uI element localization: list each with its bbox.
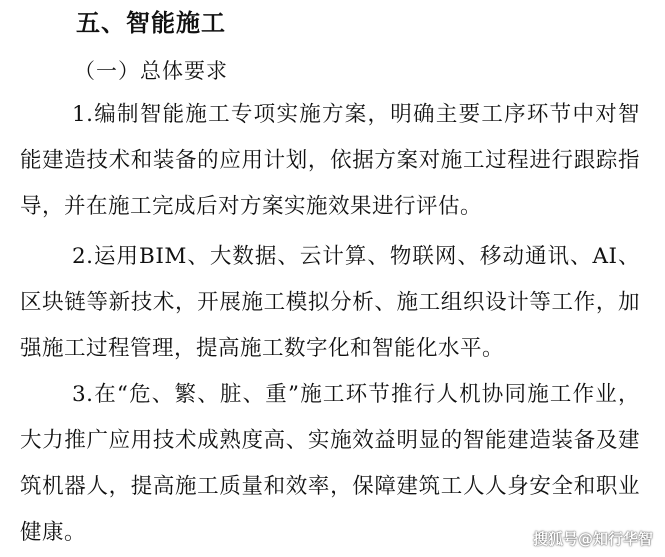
subsection-heading: （一）总体要求 [74, 59, 228, 83]
watermark: 搜狐号@知行华智 [532, 530, 653, 548]
section-heading: 五、智能施工 [76, 9, 226, 37]
paragraph-1: 1.编制智能施工专项实施方案，明确主要工序环节中对智能建造技术和装备的应用计划，依据方案对施工过程进行跟踪指导，并在施工完成后对方案实施效果进行评估。 [20, 102, 640, 219]
paragraph-2: 2.运用BIM、大数据、云计算、物联网、移动通讯、AI、区块链等新技术，开展施工模拟分析、施工组织设计等工作，加强施工过程管理，提高施工数字化和智能化水平。 [20, 244, 640, 361]
paragraph-3: 3.在“危、繁、脏、重”施工环节推行人机协同施工作业，大力推广应用技术成熟度高、实施效益明显的智能建造装备及建筑机器人，提高施工质量和效率，保障建筑工人人身安全和职业健康。 [20, 382, 640, 545]
